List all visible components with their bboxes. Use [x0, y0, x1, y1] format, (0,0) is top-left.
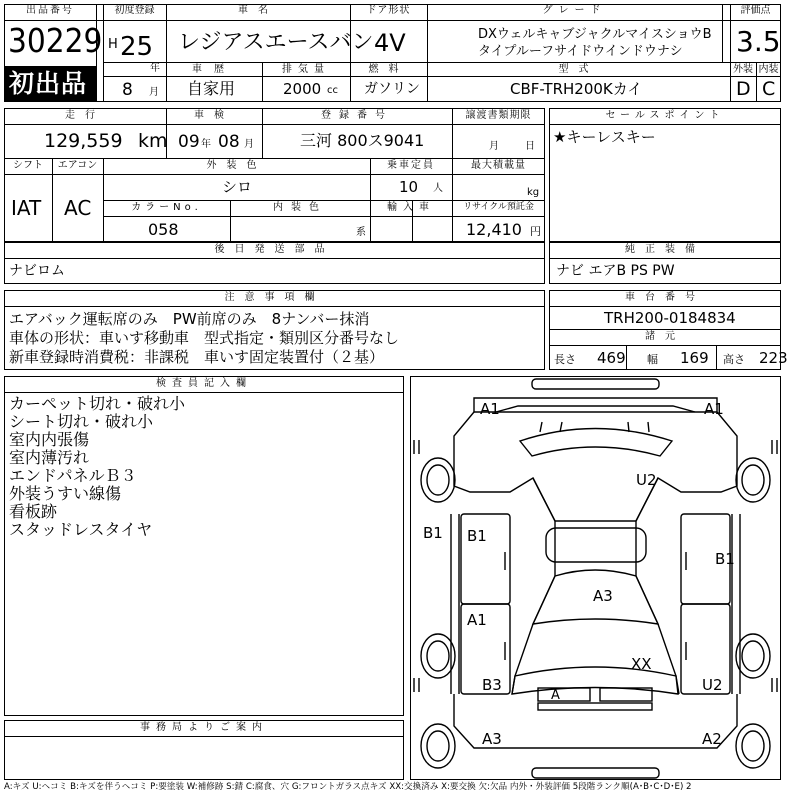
mark-xx: XX: [631, 655, 652, 673]
model-value: CBF-TRH200Kカイ: [510, 80, 643, 98]
first-listing-badge: 初出品: [9, 69, 88, 98]
mark-a1-front-right: A1: [704, 400, 724, 418]
first-reg-year: 25: [120, 32, 154, 62]
grade-line1: DXウェルキャブジャクルマイスショウB: [478, 27, 712, 42]
lot-number: 30229: [8, 21, 103, 60]
note-line-2: 車体の形状：車いす移動車 型式指定・類別区分番号なし: [9, 329, 400, 347]
lot-no-header: 出品番号: [26, 5, 74, 16]
inspector-line-4: 室内薄汚れ: [9, 448, 90, 467]
recycle-unit: 円: [530, 225, 541, 238]
genuine-header: 純正装備: [625, 244, 705, 255]
notes-header: 注意事項欄: [224, 292, 325, 303]
history-value: 自家用: [187, 79, 236, 98]
note-line-1: エアバック運転席のみ PW前席のみ 8ナンバー抹消: [9, 310, 370, 328]
details-block: [4, 108, 545, 242]
chassis-header: 車台番号: [625, 292, 705, 303]
inspector-line-7: 看板跡: [9, 502, 58, 521]
door-header: ドア形状: [366, 5, 411, 16]
displacement-header: 排気量: [282, 64, 330, 75]
mark-b1-left: B1: [423, 524, 443, 542]
fuel-value: ガソリン: [364, 81, 420, 97]
mark-a1-front-left: A1: [480, 400, 500, 418]
legend-footer: A:キズ U:ヘコミ B:キズを伴うヘコミ P:要塗装 W:補修跡 S:錆 C:腐食、穴 G:フロントガラス点キズ XX:交換済み X:要交換 欠:欠品 内外・外装評価 5段階ランク順(A･B･C･D･E) 2: [4, 782, 692, 792]
mark-a-back: A: [551, 688, 560, 703]
aircon-header: エアコン: [57, 160, 98, 171]
import-header: 輸入車: [387, 202, 435, 213]
color-no-header: カラーNo.: [131, 202, 202, 213]
car-name-header: 車名: [238, 5, 278, 16]
mark-a2-rear-right: A2: [702, 730, 722, 748]
model-header: 型式: [558, 64, 599, 75]
chassis-number: TRH200-0184834: [604, 309, 736, 327]
shift-header: シフト: [13, 160, 43, 171]
width-label: 幅: [647, 353, 658, 366]
width-value: 169: [680, 349, 709, 367]
mileage-unit: km: [138, 130, 168, 152]
mark-a1-left-rear-door: A1: [467, 611, 487, 629]
inspection-year: 09: [178, 132, 200, 152]
mark-a3-roof: A3: [593, 587, 613, 605]
inspector-line-1: カーペット切れ・破れ小: [9, 394, 186, 413]
later-parts-value: ナビロム: [9, 263, 65, 279]
interior-grade: C: [762, 78, 776, 100]
car-name: レジアスエースバン: [178, 30, 374, 55]
capacity-header: 乗車定員: [387, 160, 435, 171]
mark-u2-rear-right: U2: [702, 676, 723, 694]
door-type: 4V: [374, 29, 406, 57]
inspector-line-8: スタッドレスタイヤ: [9, 520, 153, 539]
sales-point-text: ★キーレスキー: [553, 128, 656, 146]
registration-number: 三河 800ス9041: [300, 131, 425, 150]
mark-b1-left-door: B1: [467, 527, 487, 545]
grade-header: グレード: [542, 5, 607, 16]
mark-u2-hood: U2: [636, 471, 657, 489]
transfer-header: 譲渡書類期限: [465, 110, 532, 121]
ext-color-header: 外装色: [206, 160, 267, 171]
inspection-month-unit: 月: [244, 139, 254, 150]
height-value: 223: [759, 349, 788, 367]
first-reg-month: 8: [122, 80, 133, 100]
note-line-3: 新車登録時消費税：非課税 車いす固定装置付（２基）: [9, 348, 385, 366]
displacement-unit: cc: [327, 85, 338, 96]
mark-a3-rear-left: A3: [482, 730, 502, 748]
vehicle-damage-diagram: [410, 376, 781, 780]
first-reg-header: 初度登録: [114, 5, 155, 16]
aircon-value: AC: [64, 196, 92, 220]
score-header: 評価点: [740, 5, 771, 16]
mileage-header: 走行: [65, 110, 105, 121]
max-load-header: 最大積載量: [471, 160, 526, 171]
recycle-header: リサイクル預託金: [463, 202, 534, 212]
interior-header: 内装: [758, 64, 779, 75]
mark-b1-right: B1: [715, 550, 735, 568]
history-header: 車歴: [192, 64, 236, 75]
displacement-value: 2000: [283, 80, 322, 98]
dims-header: 諸元: [645, 331, 685, 342]
transfer-month-unit: 月: [489, 141, 499, 152]
later-parts-header: 後日発送部品: [214, 244, 335, 255]
color-no-value: 058: [148, 220, 179, 239]
office-header: 事務局よりご案内: [140, 722, 268, 733]
first-reg-month-unit: 月: [149, 87, 159, 98]
length-value: 469: [597, 349, 626, 367]
reg-no-header: 登録番号: [321, 110, 393, 121]
inspector-header: 検査員記入欄: [156, 378, 252, 389]
genuine-value: ナビ エアB PS PW: [556, 263, 675, 279]
int-color-unit: 系: [356, 227, 366, 238]
mileage-value: 129,559: [44, 130, 123, 152]
inspection-month: 08: [218, 132, 240, 152]
int-color-header: 内装色: [273, 202, 327, 213]
max-load-unit: kg: [527, 187, 540, 198]
grade-line2: タイプルーフサイドウインドウナシ: [478, 44, 683, 59]
capacity-unit: 人: [433, 183, 443, 194]
inspector-line-6: 外装うすい線傷: [9, 484, 122, 503]
mark-b3-rear-left: B3: [482, 676, 502, 694]
first-reg-year-unit: 年: [150, 63, 160, 74]
recycle-value: 12,410: [466, 220, 522, 239]
inspector-line-2: シート切れ・破れ小: [9, 412, 154, 431]
inspector-line-5: エンドパネルＢ３: [9, 466, 137, 485]
height-label: 高さ: [723, 353, 745, 366]
score-value: 3.5: [736, 25, 781, 58]
exterior-grade: D: [736, 78, 751, 100]
first-reg-era: H: [108, 37, 118, 52]
capacity-value: 10: [399, 178, 419, 196]
fuel-header: 燃料: [368, 64, 409, 75]
inspector-line-3: 室内内張傷: [9, 430, 90, 449]
sales-point-header: セールスポイント: [605, 110, 725, 121]
inspection-header: 車検: [194, 110, 234, 121]
ext-color-value: シロ: [222, 178, 253, 196]
length-label: 長さ: [554, 353, 576, 366]
shift-value: IAT: [11, 196, 42, 220]
transfer-day-unit: 日: [525, 141, 535, 152]
inspection-year-unit: 年: [201, 139, 211, 150]
exterior-header: 外装: [733, 64, 753, 75]
